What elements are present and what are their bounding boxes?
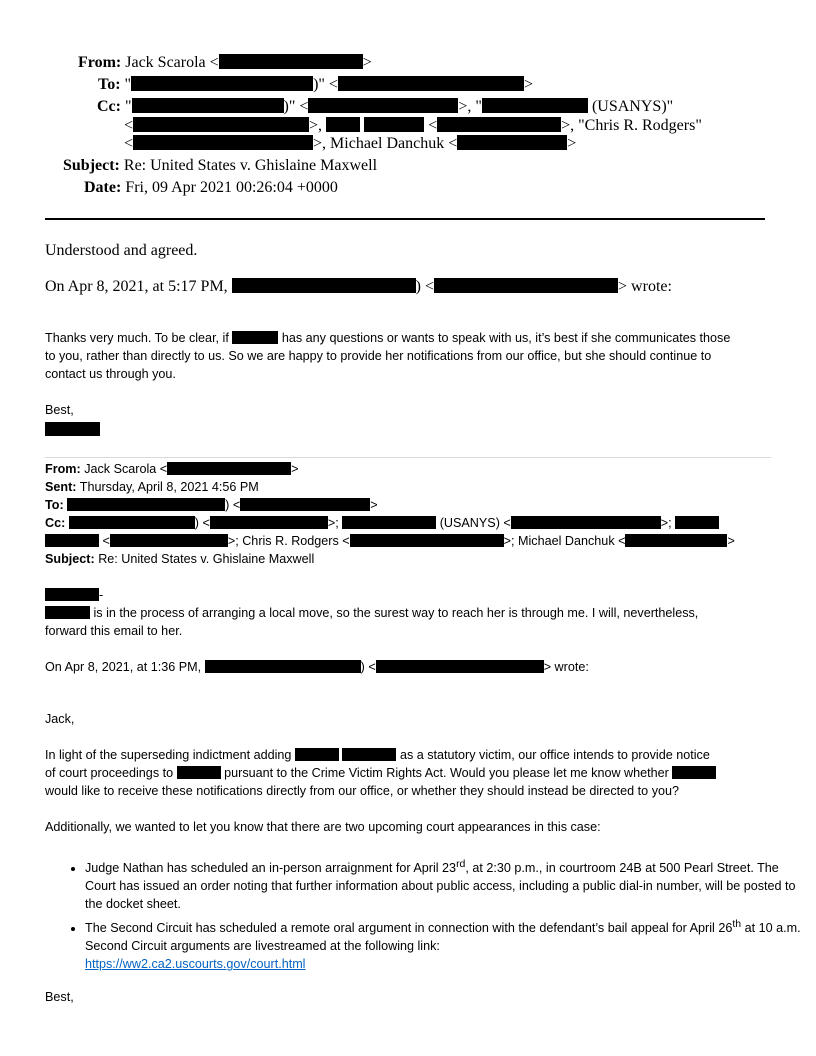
redaction [133,117,309,132]
from-label: From: [78,54,122,71]
quote-suffix: > wrote: [543,660,589,674]
redaction [350,534,504,547]
redaction [69,516,195,529]
cc-label: Cc: [97,98,121,115]
msg3-from: From: Jack Scarola < > [45,462,299,476]
appearances-list [45,855,805,975]
redaction [675,516,719,529]
quote-suffix: > wrote: [618,278,672,295]
msg4-text: In light of the superseding indictment adding [45,748,292,762]
redaction [133,135,313,150]
subject-value: Re: United States v. Ghislaine Maxwell [98,552,315,566]
msg4-line2 [45,766,716,780]
redaction [437,117,561,132]
redaction [232,331,278,344]
cc-usanys: (USANYS) < [439,516,511,530]
sent-value: Thursday, April 8, 2021 4:56 PM [79,480,259,494]
redaction [177,766,221,779]
cc-michael: ; Michael Danchuk < [511,534,626,548]
bullet-text: , at 2:30 p.m., in courtroom 24B at 500 Pearl Street. The Court has issued an order noting that further information about public access, including a public dial-in number, will be posted to the docket sheet. [85,861,796,912]
redaction [434,278,618,293]
list-item [85,915,805,973]
header-from: From: Jack Scarola < > [78,54,372,71]
msg3-cc-line2: < >; Chris R. Rodgers < >; Michael Danchuk < > [45,534,735,548]
from-value: Jack Scarola < [84,462,168,476]
sent-label: Sent: [45,480,77,494]
redaction [219,54,363,69]
to-label: To: [45,498,64,512]
msg4-text: pursuant to the Crime Victim Rights Act. Would you please let me know whether [224,766,669,780]
redaction [240,498,370,511]
header-cc-line3: < >, Michael Danchuk < > [124,135,577,152]
cc-chris: >, "Chris R. Rodgers" [561,117,702,134]
to-label: To: [98,76,121,93]
header-divider [45,218,765,220]
redaction [342,516,436,529]
msg3-sent [45,480,259,494]
msg2-text: Thanks very much. To be clear, if [45,331,229,345]
quote-prefix: On Apr 8, 2021, at 5:17 PM, [45,278,228,295]
msg2-text: has any questions or wants to speak with us, it’s best if she communicates those [281,331,731,345]
header-cc: Cc: " )" < >, " (USANYS)" [97,98,674,115]
redaction [625,534,727,547]
msg3-line2 [45,606,698,620]
bullet-text: Judge Nathan has scheduled an in-person arraignment for April 23 [85,861,457,876]
msg3-quote-line: On Apr 8, 2021, at 1:36 PM, ) < > wrote: [45,660,589,674]
ordinal-suffix: rd [456,858,466,870]
redaction [167,462,291,475]
redaction [131,76,313,91]
reply-body: Understood and agreed. [45,242,198,259]
msg4-line3: would like to receive these notifications directly from our office, or whether they should instead be directed to you? [45,784,679,798]
redaction [672,766,716,779]
msg2-signoff: Best, [45,403,74,417]
redaction [295,748,339,761]
msg4-line1 [45,748,710,762]
from-label: From: [45,462,81,476]
list-item [85,855,805,913]
message-divider [45,457,771,458]
date-label: Date: [84,179,122,196]
redaction [342,748,396,761]
bullet-text: at 10 a.m. Second Circuit arguments are livestreamed at the following link: [85,921,801,954]
header-to: To: " )" < > [98,76,533,93]
redaction [205,660,361,673]
msg3-line3: forward this email to her. [45,624,183,638]
msg4-signoff: Best, [45,990,74,1004]
msg3-subject [45,552,314,566]
subject-label: Subject: [45,552,95,566]
msg3-greeting: - [45,588,103,602]
redaction [376,660,544,673]
subject-label: Subject: [63,157,120,174]
from-value: Jack Scarola < [125,54,219,71]
msg2-line1 [45,331,730,345]
header-cc-line2: < >, < >, "Chris R. Rodgers" [124,117,702,134]
redaction [210,516,328,529]
redaction [45,534,99,547]
msg3-cc: Cc: ) < >; (USANYS) < >; [45,516,719,530]
redaction [364,117,424,132]
redaction [232,278,416,293]
cc-michael: >, Michael Danchuk < [313,135,458,152]
redaction [338,76,524,91]
reply-quote-line: On Apr 8, 2021, at 5:17 PM, ) < > wrote: [45,278,672,295]
redaction [308,98,458,113]
redaction [45,422,100,436]
redaction [45,606,90,619]
date-value: Fri, 09 Apr 2021 00:26:04 +0000 [125,179,338,196]
redaction [110,534,228,547]
quote-prefix: On Apr 8, 2021, at 1:36 PM, [45,660,202,674]
msg2-line2: to you, rather than directly to us. So we are happy to provide her notifications from our office, but she should continue to [45,349,712,363]
redaction [67,498,225,511]
cc-label: Cc: [45,516,66,530]
msg3-text: is in the process of arranging a local move, so the surest way to reach her is through me. I will, nevertheless, [93,606,699,620]
cc-usanys: (USANYS)" [591,98,674,115]
msg4-greeting: Jack, [45,712,75,726]
redaction [45,588,99,601]
ordinal-suffix: th [732,918,742,931]
header-subject [63,157,377,175]
msg4-para2: Additionally, we wanted to let you know that there are two upcoming court appearances in this case: [45,820,601,834]
redaction [457,135,567,150]
msg3-to: To: ) < > [45,498,378,512]
redaction [511,516,661,529]
msg4-text: as a statutory victim, our office intends to provide notice [399,748,710,762]
cc-chris: ; Chris R. Rodgers < [235,534,350,548]
subject-value: Re: United States v. Ghislaine Maxwell [123,157,378,174]
redaction [132,98,284,113]
court-livestream-link[interactable]: https://ww2.ca2.uscourts.gov/court.html [85,957,306,972]
bullet-text: The Second Circuit has scheduled a remote oral argument in connection with the defendant’s bail appeal for April 26 [85,921,733,936]
redaction [326,117,360,132]
msg4-text: of court proceedings to [45,766,174,780]
header-date [84,179,338,197]
msg2-line3: contact us through you. [45,367,176,381]
redaction [482,98,588,113]
